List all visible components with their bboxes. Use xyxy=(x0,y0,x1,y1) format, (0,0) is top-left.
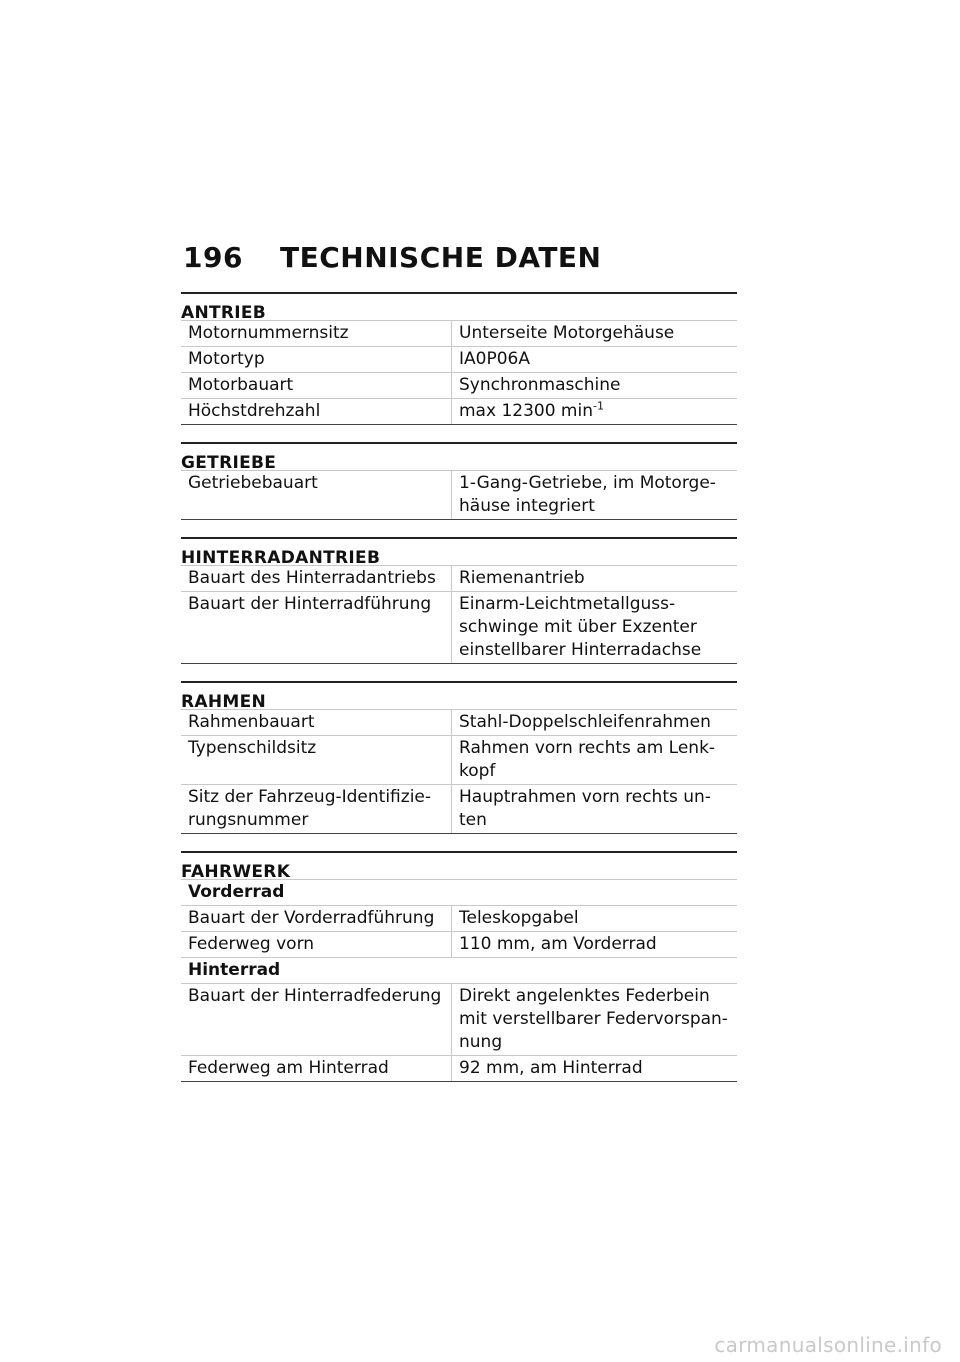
spec-label: Bauart der Hinterradführung xyxy=(181,592,452,663)
spec-row xyxy=(181,736,737,785)
spec-value: Stahl-Doppelschleifenrahmen xyxy=(459,712,711,732)
spec-label: Getriebebauart xyxy=(181,471,452,519)
section-title: GETRIEBE xyxy=(181,444,737,471)
spec-label: Federweg vorn xyxy=(181,932,452,957)
spec-label: Motornummernsitz xyxy=(181,321,452,346)
spec-row xyxy=(181,1056,737,1082)
spec-row xyxy=(181,984,737,1056)
watermark: carmanualsonline.info xyxy=(714,1333,942,1357)
section-title: ANTRIEB xyxy=(181,294,737,321)
spec-row xyxy=(181,592,737,664)
spec-row xyxy=(181,347,737,373)
superscript: -1 xyxy=(592,399,604,413)
spec-row xyxy=(181,710,737,736)
spec-value: Einarm-Leichtmetallguss- schwinge mit über Exzenter einstellbarer Hinterradachse xyxy=(459,594,702,660)
section-title: FAHRWERK xyxy=(181,853,737,880)
spec-label: Motortyp xyxy=(181,347,452,372)
spec-row xyxy=(181,373,737,399)
spec-section xyxy=(181,681,737,834)
spec-value: 1-Gang-Getriebe, im Motorge- häuse integriert xyxy=(459,473,716,516)
spec-row xyxy=(181,566,737,592)
spec-label: Motorbauart xyxy=(181,373,452,398)
spec-row xyxy=(181,321,737,347)
spec-label: Rahmenbauart xyxy=(181,710,452,735)
spec-value: Direkt angelenktes Federbein mit verstellbarer Federvorspan- nung xyxy=(459,986,728,1052)
subheading-row xyxy=(181,880,737,906)
section-title: RAHMEN xyxy=(181,683,737,710)
spec-section xyxy=(181,442,737,520)
spec-value: Rahmen vorn rechts am Lenk- kopf xyxy=(459,738,716,781)
spec-row xyxy=(181,399,737,425)
spec-value: Unterseite Motorgehäuse xyxy=(459,323,675,343)
page-title: TECHNISCHE DATEN xyxy=(280,241,602,274)
page-number: 196 xyxy=(183,241,243,274)
spec-label: Höchstdrehzahl xyxy=(181,399,452,424)
spec-section xyxy=(181,292,737,425)
spec-label: Bauart des Hinterradantriebs xyxy=(181,566,452,591)
spec-label: Bauart der Vorderradführung xyxy=(181,906,452,931)
spec-row xyxy=(181,785,737,834)
page-header xyxy=(183,241,601,274)
spec-value: max 12300 $\min^{-1}$ xyxy=(459,399,604,421)
spec-section xyxy=(181,851,737,1082)
spec-label: Typenschildsitz xyxy=(181,736,452,784)
spec-row xyxy=(181,906,737,932)
subheading-row xyxy=(181,958,737,984)
spec-value: 92 mm, am Hinterrad xyxy=(459,1058,643,1078)
spec-value: Hauptrahmen vorn rechts un- ten xyxy=(459,787,711,830)
spec-tables xyxy=(181,292,737,1099)
spec-value: Teleskopgabel xyxy=(459,908,579,928)
subheading: Vorderrad xyxy=(188,882,285,902)
spec-value: IA0P06A xyxy=(459,349,530,369)
spec-section xyxy=(181,537,737,664)
spec-value: Riemenantrieb xyxy=(459,568,585,588)
spec-label: Bauart der Hinterradfederung xyxy=(181,984,452,1055)
spec-label: Federweg am Hinterrad xyxy=(181,1056,452,1081)
subheading: Hinterrad xyxy=(188,960,281,980)
spec-row xyxy=(181,932,737,958)
spec-value: Synchronmaschine xyxy=(459,375,621,395)
spec-label: Sitz der Fahrzeug-Identifizie- rungsnummer xyxy=(181,785,452,833)
spec-row xyxy=(181,471,737,520)
section-title: HINTERRADANTRIEB xyxy=(181,539,737,566)
spec-value: 110 mm, am Vorderrad xyxy=(459,934,657,954)
